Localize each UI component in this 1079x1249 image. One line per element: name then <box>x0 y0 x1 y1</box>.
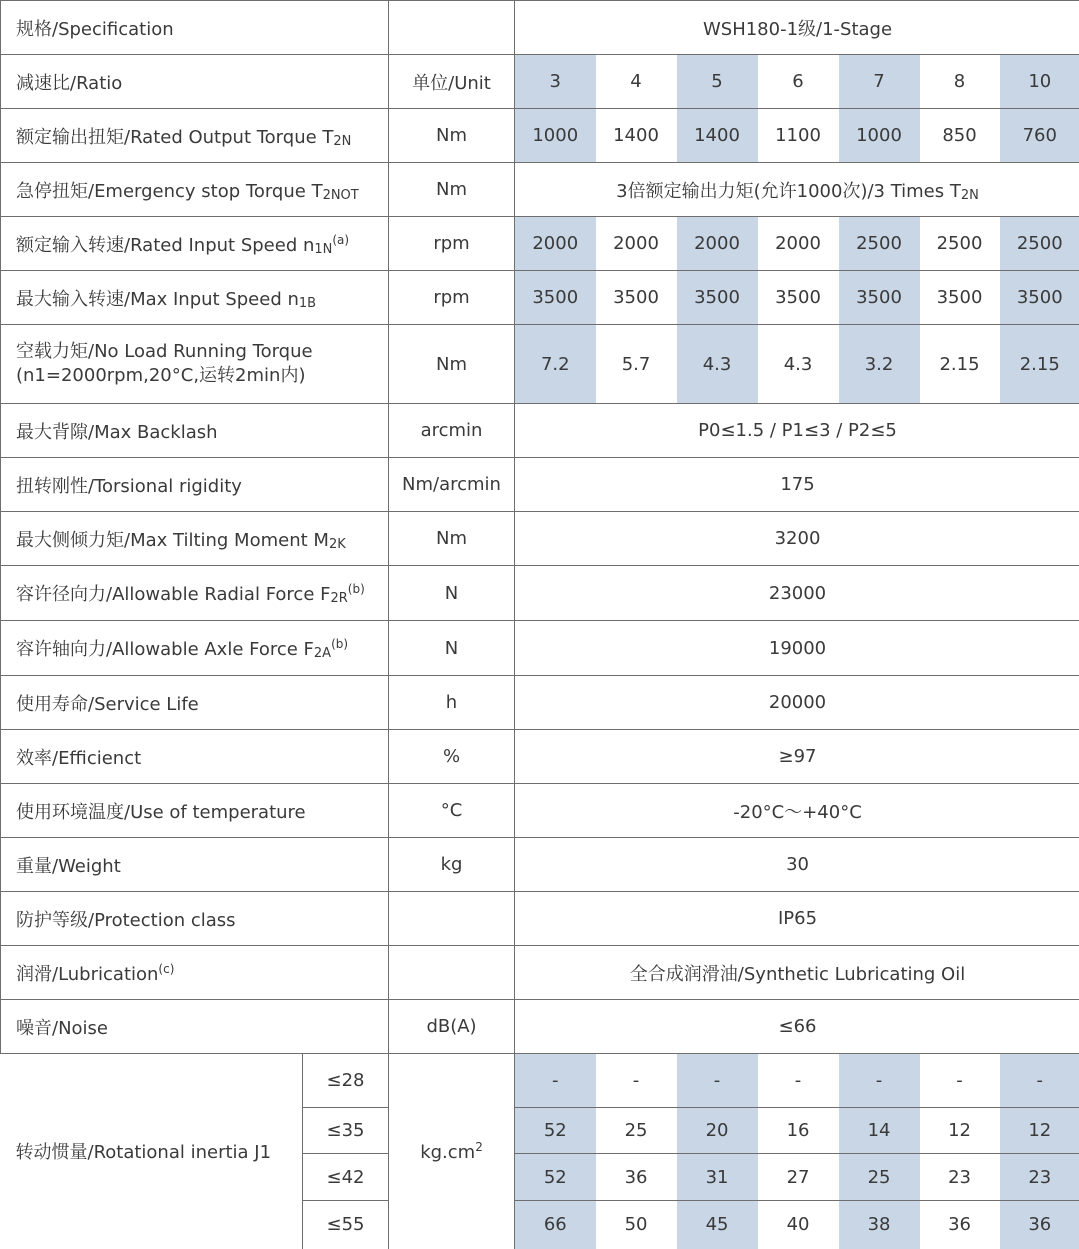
emergency-torque-label: 急停扭矩/Emergency stop Torque $T_{2NOT}$ <box>1 163 389 217</box>
unit-cell: N <box>389 621 515 676</box>
rated-torque-value: 850 <box>920 109 1000 163</box>
radial-force-label: 容许径向力/Allowable Radial Force $F_{2R}^{(b)}$ <box>1 566 389 621</box>
inertia-value: 36 <box>596 1154 677 1201</box>
inertia-label: 转动惯量/Rotational inertia J1 <box>1 1054 303 1249</box>
no-load-torque-value: 3.2 <box>839 325 920 404</box>
inertia-value: - <box>758 1054 839 1108</box>
ratio-value: 8 <box>920 55 1000 109</box>
unit-cell: Nm <box>389 512 515 566</box>
inertia-value: - <box>515 1054 596 1108</box>
emergency-torque-value: 3倍额定输出力矩(允许1000次)/3 Times $T_{2N}$ <box>515 163 1079 217</box>
unit-cell <box>389 946 515 1000</box>
table-row <box>1 1 1079 55</box>
rated-torque-value: 1400 <box>596 109 677 163</box>
axle-force-value: 19000 <box>515 621 1079 676</box>
table-row <box>1 784 1079 838</box>
no-load-torque-value: 5.7 <box>596 325 677 404</box>
max-input-speed-value: 3500 <box>920 271 1000 325</box>
rated-input-speed-value: 2000 <box>515 217 596 271</box>
inertia-unit: $kg.cm^2$ <box>389 1054 515 1249</box>
protection-value: IP65 <box>515 892 1079 946</box>
max-input-speed-label: 最大输入转速/Max Input Speed $n_{1B}$ <box>1 271 389 325</box>
inertia-size: ≤55 <box>303 1201 389 1249</box>
ratio-label: 减速比/Ratio <box>1 55 389 109</box>
ratio-value: 10 <box>1000 55 1079 109</box>
no-load-torque-value: 2.15 <box>920 325 1000 404</box>
inertia-size: ≤28 <box>303 1054 389 1108</box>
rated-input-speed-value: 2500 <box>1000 217 1079 271</box>
inertia-value: 38 <box>839 1201 920 1249</box>
inertia-value: - <box>920 1054 1000 1108</box>
ratio-value: 6 <box>758 55 839 109</box>
noise-value: ≤66 <box>515 1000 1079 1054</box>
table-row <box>1 676 1079 730</box>
max-input-speed-value: 3500 <box>677 271 758 325</box>
unit-cell: dB(A) <box>389 1000 515 1054</box>
inertia-value: 36 <box>920 1201 1000 1249</box>
rated-input-speed-value: 2000 <box>677 217 758 271</box>
weight-value: 30 <box>515 838 1079 892</box>
table-row <box>1 512 1079 566</box>
ratio-value: 7 <box>839 55 920 109</box>
unit-cell <box>389 1 515 55</box>
tilting-moment-label: 最大侧倾力矩/Max Tilting Moment $M_{2K}$ <box>1 512 389 566</box>
inertia-value: 23 <box>1000 1154 1079 1201</box>
inertia-value: 12 <box>1000 1108 1079 1154</box>
inertia-size: ≤35 <box>303 1108 389 1154</box>
inertia-value: - <box>839 1054 920 1108</box>
torsional-rigidity-value: 175 <box>515 458 1079 512</box>
no-load-torque-value: 7.2 <box>515 325 596 404</box>
inertia-value: 52 <box>515 1154 596 1201</box>
inertia-value: 40 <box>758 1201 839 1249</box>
unit-cell <box>389 892 515 946</box>
rated-input-speed-label: 额定输入转速/Rated Input Speed $n_{1N}^{(a)}$ <box>1 217 389 271</box>
table-row <box>1 325 1079 404</box>
unit-cell: % <box>389 730 515 784</box>
axle-force-label: 容许轴向力/Allowable Axle Force $F_{2A}^{(b)}$ <box>1 621 389 676</box>
service-life-label: 使用寿命/Service Life <box>1 676 389 730</box>
unit-cell: °C <box>389 784 515 838</box>
inertia-value: 14 <box>839 1108 920 1154</box>
table-row <box>1 55 1079 109</box>
unit-cell: Nm <box>389 325 515 404</box>
rated-torque-value: 1100 <box>758 109 839 163</box>
no-load-torque-value: 4.3 <box>677 325 758 404</box>
inertia-value: - <box>596 1054 677 1108</box>
inertia-value: - <box>677 1054 758 1108</box>
ratio-value: 4 <box>596 55 677 109</box>
table-row <box>1 566 1079 621</box>
radial-force-value: 23000 <box>515 566 1079 621</box>
no-load-torque-label: 空载力矩/No Load Running Torque (n1=2000rpm,20°C,运转2min内) <box>1 325 389 404</box>
max-input-speed-value: 3500 <box>758 271 839 325</box>
unit-cell: N <box>389 566 515 621</box>
service-life-value: 20000 <box>515 676 1079 730</box>
unit-cell: arcmin <box>389 404 515 458</box>
rated-torque-value: 1000 <box>515 109 596 163</box>
unit-header: 单位/Unit <box>389 55 515 109</box>
unit-cell: rpm <box>389 271 515 325</box>
ratio-value: 3 <box>515 55 596 109</box>
max-input-speed-value: 3500 <box>596 271 677 325</box>
efficiency-label: 效率/Efficienct <box>1 730 389 784</box>
inertia-value: 25 <box>596 1108 677 1154</box>
no-load-torque-value: 2.15 <box>1000 325 1079 404</box>
table-row <box>1 892 1079 946</box>
inertia-value: 12 <box>920 1108 1000 1154</box>
model-name: WSH180-1级/1-Stage <box>515 1 1079 55</box>
weight-label: 重量/Weight <box>1 838 389 892</box>
inertia-value: - <box>1000 1054 1079 1108</box>
ratio-value: 5 <box>677 55 758 109</box>
inertia-value: 36 <box>1000 1201 1079 1249</box>
table-row <box>1 271 1079 325</box>
unit-cell: h <box>389 676 515 730</box>
torsional-rigidity-label: 扭转刚性/Torsional rigidity <box>1 458 389 512</box>
table-row <box>1 217 1079 271</box>
max-input-speed-value: 3500 <box>1000 271 1079 325</box>
table-row <box>1 458 1079 512</box>
inertia-value: 31 <box>677 1154 758 1201</box>
max-input-speed-value: 3500 <box>515 271 596 325</box>
table-row <box>1 109 1079 163</box>
inertia-value: 66 <box>515 1201 596 1249</box>
max-backlash-label: 最大背隙/Max Backlash <box>1 404 389 458</box>
protection-label: 防护等级/Protection class <box>1 892 389 946</box>
noise-label: 噪音/Noise <box>1 1000 389 1054</box>
unit-cell: rpm <box>389 217 515 271</box>
rated-torque-label: 额定输出扭矩/Rated Output Torque $T_{2N}$ <box>1 109 389 163</box>
rated-torque-value: 760 <box>1000 109 1079 163</box>
rated-torque-value: 1000 <box>839 109 920 163</box>
rated-input-speed-value: 2500 <box>920 217 1000 271</box>
inertia-value: 23 <box>920 1154 1000 1201</box>
table-row <box>1 404 1079 458</box>
max-backlash-value: P0≤1.5 / P1≤3 / P2≤5 <box>515 404 1079 458</box>
lubrication-value: 全合成润滑油/Synthetic Lubricating Oil <box>515 946 1079 1000</box>
inertia-value: 27 <box>758 1154 839 1201</box>
table-row <box>1 1054 1079 1108</box>
table-row <box>1 730 1079 784</box>
max-input-speed-value: 3500 <box>839 271 920 325</box>
inertia-value: 25 <box>839 1154 920 1201</box>
temperature-value: -20°C～+40°C <box>515 784 1079 838</box>
table-row <box>1 1000 1079 1054</box>
table-row <box>1 946 1079 1000</box>
rated-torque-value: 1400 <box>677 109 758 163</box>
tilting-moment-value: 3200 <box>515 512 1079 566</box>
unit-cell: Nm/arcmin <box>389 458 515 512</box>
table-row <box>1 621 1079 676</box>
rated-input-speed-value: 2000 <box>596 217 677 271</box>
unit-cell: kg <box>389 838 515 892</box>
inertia-value: 52 <box>515 1108 596 1154</box>
inertia-value: 45 <box>677 1201 758 1249</box>
no-load-torque-value: 4.3 <box>758 325 839 404</box>
inertia-value: 50 <box>596 1201 677 1249</box>
table-row <box>1 163 1079 217</box>
unit-cell: Nm <box>389 109 515 163</box>
table-row <box>1 838 1079 892</box>
inertia-value: 20 <box>677 1108 758 1154</box>
lubrication-label: 润滑/Lubrication$^{(c)}$ <box>1 946 389 1000</box>
inertia-value: 16 <box>758 1108 839 1154</box>
spec-label: 规格/Specification <box>1 1 389 55</box>
rated-input-speed-value: 2000 <box>758 217 839 271</box>
unit-cell: Nm <box>389 163 515 217</box>
inertia-size: ≤42 <box>303 1154 389 1201</box>
efficiency-value: ≥97 <box>515 730 1079 784</box>
temperature-label: 使用环境温度/Use of temperature <box>1 784 389 838</box>
rated-input-speed-value: 2500 <box>839 217 920 271</box>
